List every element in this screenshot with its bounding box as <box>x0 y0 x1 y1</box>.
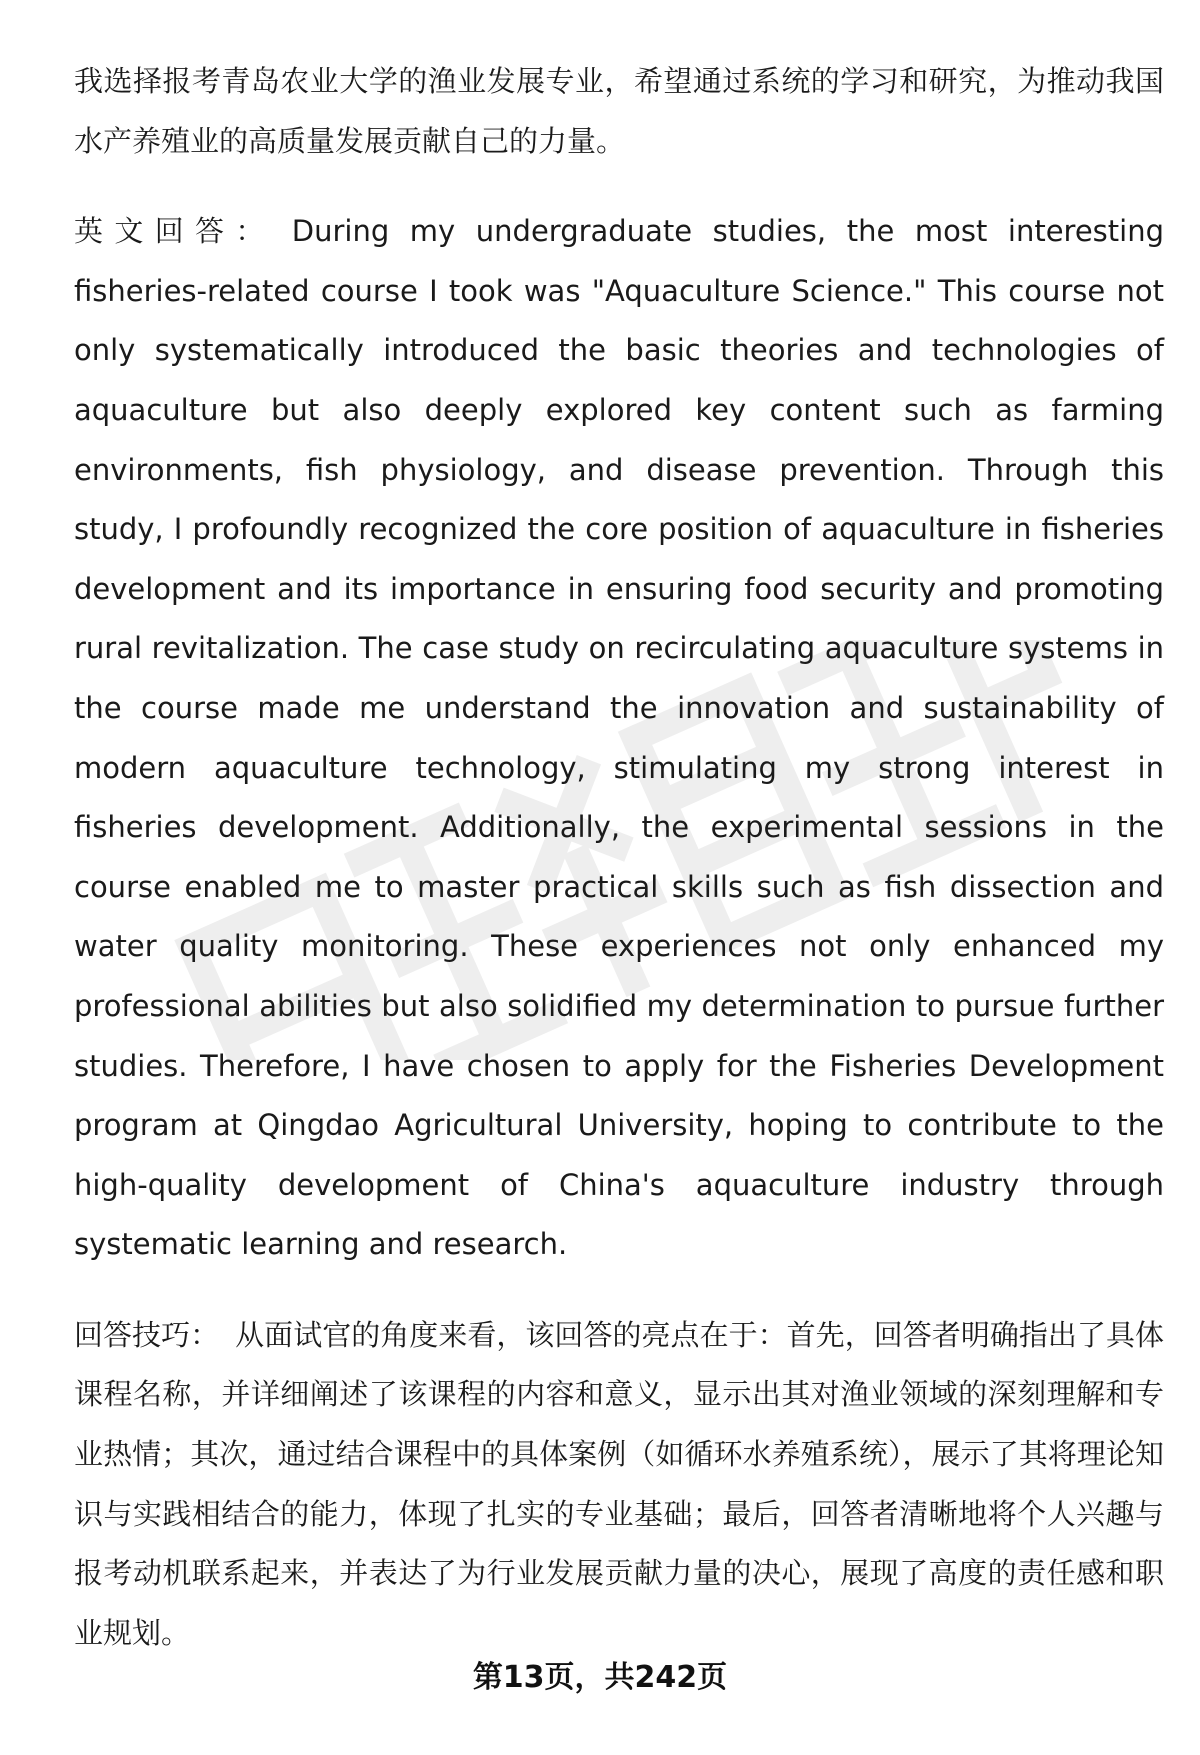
paragraph-lead: 回答技巧： <box>74 1317 220 1352</box>
paragraph-answer-tips <box>74 1306 1164 1664</box>
paragraph-text: During my undergraduate studies, the most interesting fisheries-related course I took was "Aquaculture Science." This course not only systematically introduced the basic theories and technologies of aquaculture but also deeply explored key content such as farming environments, fish physiology, and disease prevention. Through this study, I profoundly recognized the core position of aquaculture in fisheries development and its importance in ensuring food security and promoting rural revitalization. The case study on recirculating aquaculture systems in the course made me understand the innovation and sustainability of modern aquaculture technology, stimulating my strong interest in fisheries development. Additionally, the experimental sessions in the course enabled me to master practical skills such as fish dissection and water quality monitoring. These experiences not only enhanced my professional abilities but also solidified my determination to pursue further studies. Therefore, I have chosen to apply for the Fisheries Development program at Qingdao Agricultural University, hoping to contribute to the high-quality development of China's aquaculture industry through systematic learning and research. <box>74 214 1164 1262</box>
paragraph-text: 我选择报考青岛农业大学的渔业发展专业，希望通过系统的学习和研究，为推动我国水产养殖业的高质量发展贡献自己的力量。 <box>74 64 1164 158</box>
paragraph-text: 从面试官的角度来看，该回答的亮点在于：首先，回答者明确指出了具体课程名称，并详细阐述了该课程的内容和意义，显示出其对渔业领域的深刻理解和专业热情；其次，通过结合课程中的具体案例（如循环水养殖系统），展示了其将理论知识与实践相结合的能力，体现了扎实的专业基础；最后，回答者清晰地将个人兴趣与报考动机联系起来，并表达了为行业发展贡献力量的决心，展现了高度的责任感和职业规划。 <box>74 1317 1164 1650</box>
paragraph-english-answer <box>74 202 1164 1275</box>
paragraph-chinese-conclusion <box>74 52 1164 171</box>
paragraph-lead: 英文回答： <box>74 214 276 249</box>
page-number-footer: 第13页，共242页 <box>472 1660 728 1695</box>
document-body <box>74 52 1164 1663</box>
